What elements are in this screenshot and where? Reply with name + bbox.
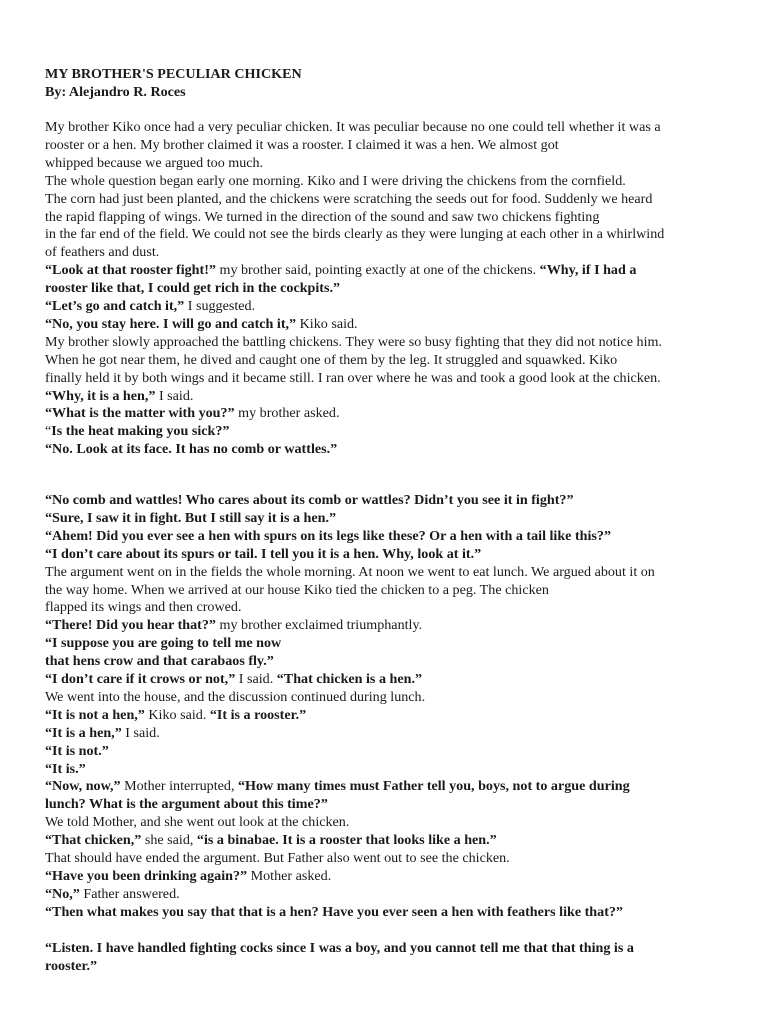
dialogue-text: “Listen. I have handled fighting cocks since I was a boy, and you cannot tell me that that thing is a [45, 940, 634, 956]
text-line [45, 903, 623, 921]
dialogue-text: “That chicken is a hen.” [276, 671, 423, 687]
text-line [45, 154, 263, 172]
narration-text: finally held it by both wings and it became still. I ran over where he was and took a good look at the chicken. [45, 369, 661, 386]
text-line [45, 297, 255, 315]
text-line [45, 885, 180, 903]
narration-text: I suggested. [184, 298, 256, 314]
dialogue-text: “There! Did you hear that?” [45, 617, 216, 634]
narration-text: whipped because we argued too much. [45, 154, 264, 171]
narration-text: my brother asked. [234, 405, 340, 422]
text-line [45, 261, 636, 279]
narration-text: The whole question began early one morning. Kiko and I were driving the chickens from the cornfield. [45, 172, 626, 189]
dialogue-text: “Have you been drinking again?” [45, 867, 248, 884]
dialogue-text: “is a binabae. It is a rooster that looks like a hen.” [196, 832, 497, 849]
narration-text: Father answered. [79, 885, 180, 902]
text-line [45, 509, 336, 527]
text-line [45, 795, 328, 813]
narration-text: of feathers and dust. [45, 244, 160, 261]
dialogue-text: “How many times must Father tell you, boys, not to argue during [238, 778, 630, 795]
narration-text: my brother exclaimed triumphantly. [215, 617, 423, 634]
narration-text: I said. [121, 724, 160, 741]
text-line [45, 652, 274, 670]
dialogue-text: rooster.” [45, 958, 98, 974]
text-line [45, 315, 358, 333]
text-line [45, 670, 422, 688]
narration-text: We went into the house, and the discussion continued during lunch. [45, 688, 426, 705]
text-line [45, 724, 160, 742]
text-line [45, 279, 340, 297]
text-line [45, 545, 481, 563]
dialogue-text: “Why, it is a hen,” [45, 387, 156, 404]
text-line [45, 581, 549, 599]
dialogue-text: “I don’t care about its spurs or tail. I tell you it is a hen. Why, look at it.” [45, 545, 482, 562]
dialogue-text: Is the heat making you sick?” [51, 423, 230, 440]
narration-text: in the far end of the field. We could not see the birds clearly as they were lunging at each other in a whirlwind [45, 226, 665, 243]
dialogue-text: “Why, if I had a [539, 262, 637, 279]
text-line [45, 369, 661, 387]
text-line [45, 404, 340, 422]
dialogue-text: “Then what makes you say that that is a hen? Have you ever seen a hen with feathers like that?” [45, 903, 623, 920]
dialogue-text: lunch? What is the argument about this time?” [45, 796, 328, 813]
dialogue-text: “No, you stay here. I will go and catch it,” [45, 315, 297, 332]
dialogue-text: “Now, now,” [45, 778, 121, 795]
document-byline: By: Alejandro R. Roces [45, 84, 186, 100]
text-line [45, 491, 574, 509]
text-line [45, 387, 193, 405]
narration-text: she said, [141, 832, 197, 849]
dialogue-text: “I suppose you are going to tell me now [45, 635, 282, 652]
text-line [45, 867, 331, 885]
dialogue-text: “What is the matter with you?” [45, 405, 235, 422]
text-line [45, 742, 109, 760]
narration-text: Mother asked. [247, 867, 332, 884]
narration-text: Mother interrupted, [120, 778, 238, 795]
narration-text: That should have ended the argument. But Father also went out to see the chicken. [45, 850, 510, 866]
text-line [45, 634, 281, 652]
text-line [45, 831, 497, 849]
text-line [45, 190, 652, 208]
text-line [45, 688, 425, 706]
dialogue-text: rooster like that, I could get rich in the cockpits.” [45, 280, 341, 297]
narration-text: When he got near them, he dived and caught one of them by the leg. It struggled and squawked. Kiko [45, 351, 618, 368]
narration-text: the rapid flapping of wings. We turned in the direction of the sound and saw two chickens fighting [45, 208, 600, 225]
narration-text: The corn had just been planted, and the chickens were scratching the seeds out for food. Suddenly we heard [45, 190, 653, 207]
text-line [45, 598, 241, 616]
narration-text: my brother said, pointing exactly at one of the chickens. [215, 262, 540, 279]
text-line [45, 172, 626, 190]
document-title: MY BROTHER'S PECULIAR CHICKEN [45, 66, 302, 82]
dialogue-text: “Let’s go and catch it,” [45, 298, 185, 314]
narration-text: “ [45, 423, 52, 440]
text-line [45, 225, 664, 243]
text-line [45, 563, 655, 581]
text-line [45, 351, 617, 369]
text-line [45, 118, 661, 136]
narration-text: rooster or a hen. My brother claimed it was a rooster. I claimed it was a hen. We almost got [45, 136, 559, 153]
narration-text: I said. [155, 387, 194, 404]
text-line [45, 957, 97, 975]
dialogue-text: “Sure, I saw it in fight. But I still say it is a hen.” [45, 509, 337, 526]
dialogue-text: “No comb and wattles! Who cares about its comb or wattles? Didn’t you see it in fight?” [45, 492, 574, 508]
text-line [45, 777, 630, 795]
narration-text: We told Mother, and she went out look at the chicken. [45, 814, 350, 831]
dialogue-text: “Ahem! Did you ever see a hen with spurs on its legs like these? Or a hen with a tail like this?” [45, 527, 611, 544]
text-line [45, 706, 306, 724]
text-line [45, 616, 422, 634]
text-line [45, 440, 337, 458]
narration-text: I said. [235, 671, 277, 687]
dialogue-text: that hens crow and that carabaos fly.” [45, 653, 274, 670]
dialogue-text: “It is a hen,” [45, 724, 122, 741]
text-line [45, 849, 510, 867]
dialogue-text: “It is not a hen,” [45, 706, 145, 723]
dialogue-text: “It is not.” [45, 742, 109, 759]
narration-text: flapped its wings and then crowed. [45, 599, 242, 616]
text-line [45, 422, 229, 440]
dialogue-text: “It is.” [45, 760, 86, 777]
text-line [45, 813, 349, 831]
text-line [45, 243, 159, 261]
text-line [45, 333, 662, 351]
dialogue-text: “No. Look at its face. It has no comb or wattles.” [45, 441, 338, 458]
text-line [45, 939, 634, 957]
text-line [45, 760, 86, 778]
dialogue-text: “It is a rooster.” [209, 706, 307, 723]
narration-text: My brother Kiko once had a very peculiar chicken. It was peculiar because no one could tell whether it was a [45, 119, 661, 135]
text-line [45, 208, 599, 226]
narration-text: The argument went on in the fields the whole morning. At noon we went to eat lunch. We argued about it on [45, 563, 655, 580]
dialogue-text: “I don’t care if it crows or not,” [45, 671, 236, 687]
narration-text: My brother slowly approached the battling chickens. They were so busy fighting that they did not notice him. [45, 333, 662, 350]
dialogue-text: “No,” [45, 885, 80, 902]
narration-text: Kiko said. [296, 315, 358, 332]
dialogue-text: “That chicken,” [45, 832, 142, 849]
narration-text: the way home. When we arrived at our house Kiko tied the chicken to a peg. The chicken [45, 581, 549, 598]
dialogue-text: “Look at that rooster fight!” [45, 262, 216, 279]
narration-text: Kiko said. [144, 706, 210, 723]
text-line [45, 136, 559, 154]
text-line [45, 527, 611, 545]
